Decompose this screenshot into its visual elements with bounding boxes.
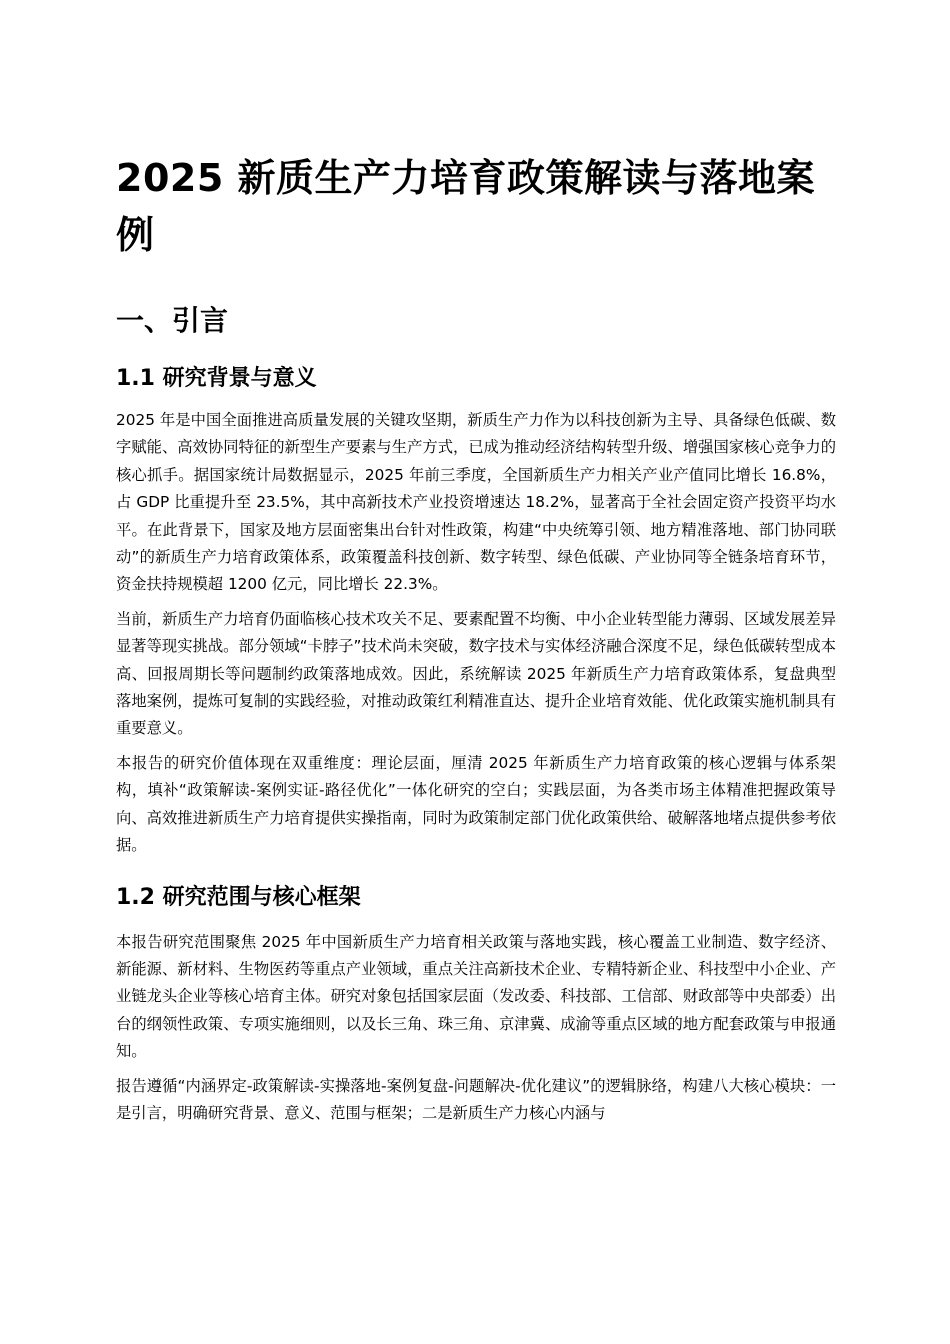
subsection-heading-scope: 1.2 研究范围与核心框架	[116, 884, 361, 910]
paragraph: 当前，新质生产力培育仍面临核心技术攻关不足、要素配置不均衡、中小企业转型能力薄弱、区域发展差异显著等现实挑战。部分领域“卡脖子”技术尚未突破，数字技术与实体经济融合深度不足，绿色低碳转型成本高、回报周期长等问题制约政策落地成效。因此，系统解读 2025 年新质生产力培育政策体系，复盘典型落地案例，提炼可复制的实践经验，对推动政策红利精准直达、提升企业培育效能、优化政策实施机制具有重要意义。	[116, 609, 836, 738]
document-page	[116, 150, 836, 1134]
paragraph: 报告遵循“内涵界定-政策解读-实操落地-案例复盘-问题解决-优化建议”的逻辑脉络，构建八大核心模块：一是引言，明确研究背景、意义、范围与框架；二是新质生产力核心内涵与	[116, 1076, 836, 1122]
document-title: 2025 新质生产力培育政策解读与落地案例	[116, 156, 815, 257]
paragraph: 本报告研究范围聚焦 2025 年中国新质生产力培育相关政策与落地实践，核心覆盖工业制造、数字经济、新能源、新材料、生物医药等重点产业领域，重点关注高新技术企业、专精特新企业、科技型中小企业、产业链龙头企业等核心培育主体。研究对象包括国家层面（发改委、科技部、工信部、财政部等中央部委）出台的纲领性政策、专项实施细则，以及长三角、珠三角、京津冀、成渝等重点区域的地方配套政策与申报通知。	[116, 932, 836, 1061]
section-heading-introduction: 一、引言	[116, 304, 229, 337]
subsection-heading-background: 1.1 研究背景与意义	[116, 366, 317, 391]
paragraph: 2025 年是中国全面推进高质量发展的关键攻坚期，新质生产力作为以科技创新为主导、具备绿色低碳、数字赋能、高效协同特征的新型生产要素与生产方式，已成为推动经济结构转型升级、增强国家核心竞争力的核心抓手。据国家统计局数据显示，2025 年前三季度，全国新质生产力相关产业产值同比增长 16.8%，占 GDP 比重提升至 23.5%，其中高新技术产业投资增速达 18.2%，显著高于全社会固定资产投资平均水平。在此背景下，国家及地方层面密集出台针对性政策，构建“中央统筹引领、地方精准落地、部门协同联动”的新质生产力培育政策体系，政策覆盖科技创新、数字转型、绿色低碳、产业协同等全链条培育环节，资金扶持规模超 1200 亿元，同比增长 22.3%。	[116, 411, 836, 594]
paragraph: 本报告的研究价值体现在双重维度：理论层面，厘清 2025 年新质生产力培育政策的核心逻辑与体系架构，填补“政策解读-案例实证-路径优化”一体化研究的空白；实践层面，为各类市场主体精准把握政策导向、高效推进新质生产力培育提供实操指南，同时为政策制定部门优化政策供给、破解落地堵点提供参考依据。	[116, 753, 836, 855]
